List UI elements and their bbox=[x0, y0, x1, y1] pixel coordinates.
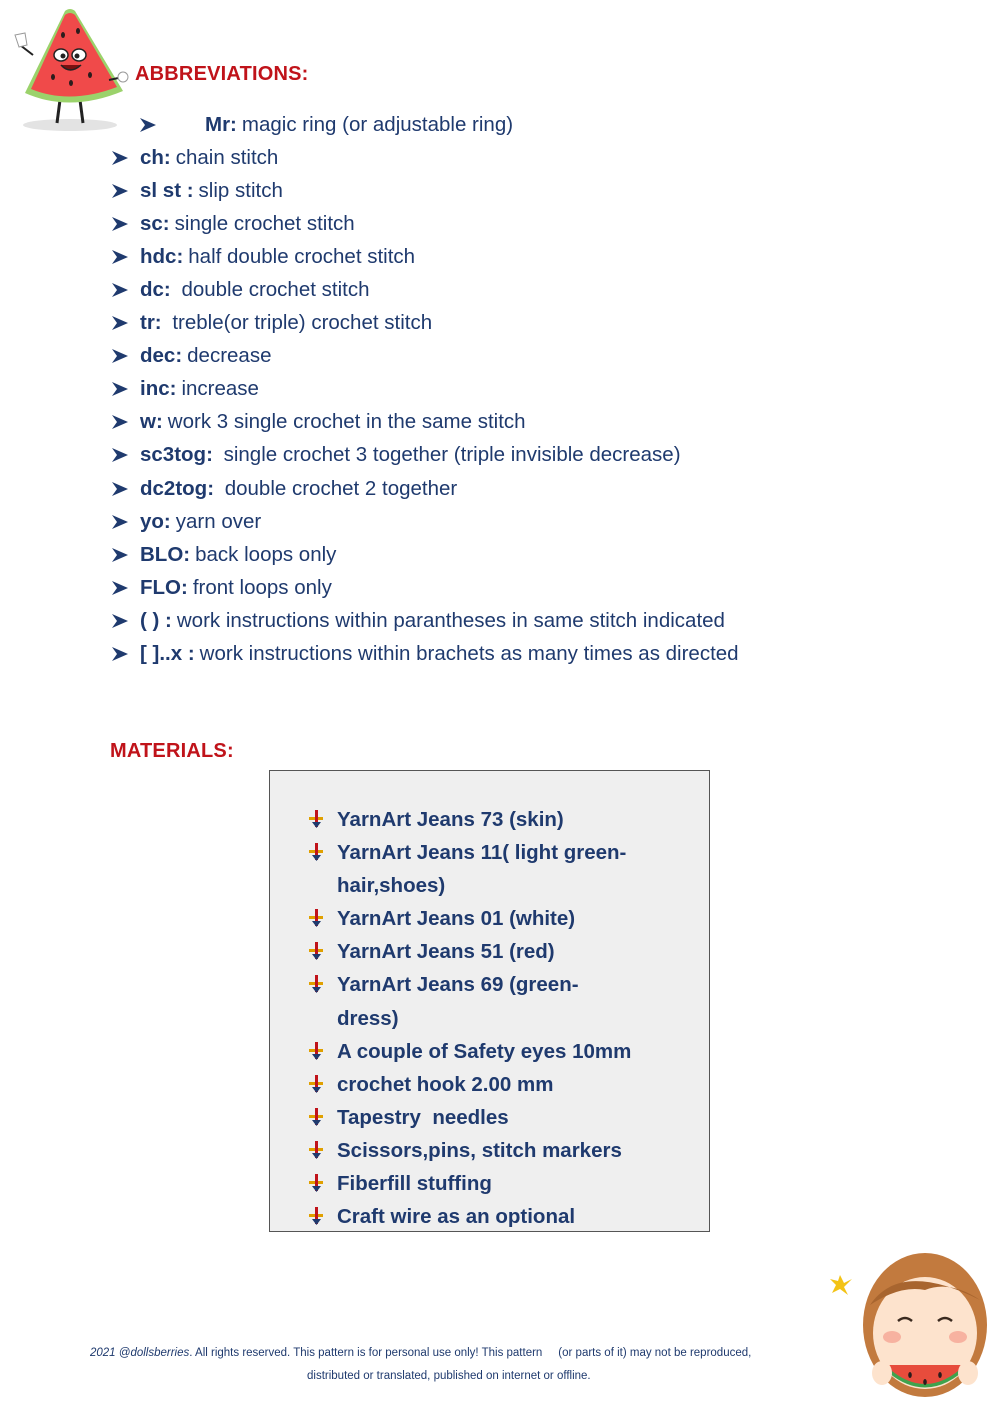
abbr-desc: back loops only bbox=[195, 542, 337, 566]
material-text: crochet hook 2.00 mm bbox=[337, 1072, 554, 1096]
abbr-desc: chain stitch bbox=[175, 145, 279, 169]
arrowhead-icon bbox=[110, 611, 130, 631]
arrowhead-icon bbox=[110, 578, 130, 598]
abbr-desc: work instructions within parantheses in same stitch indicated bbox=[176, 608, 725, 632]
abbr-term: dc: bbox=[140, 278, 171, 302]
arrowhead-icon bbox=[110, 280, 130, 300]
material-text: A couple of Safety eyes 10mm bbox=[337, 1039, 632, 1063]
material-text: Scissors,pins, stitch markers bbox=[337, 1138, 622, 1162]
arrowhead-icon bbox=[110, 445, 130, 465]
arrowhead-icon bbox=[110, 181, 130, 201]
footer-line1: . All rights reserved. This pattern is for personal use only! This pattern (or parts of it) may not be reproduced, bbox=[189, 1347, 752, 1359]
abbr-term: [ ]..x : bbox=[140, 642, 195, 666]
arrowhead-icon bbox=[110, 346, 130, 366]
arrowhead-icon bbox=[110, 148, 130, 168]
materials-list bbox=[306, 803, 637, 1233]
abbr-desc: yarn over bbox=[175, 509, 262, 533]
list-item bbox=[110, 505, 739, 538]
material-text: YarnArt Jeans 11( light green-hair,shoes) bbox=[337, 841, 627, 898]
abbr-term: FLO: bbox=[140, 575, 188, 599]
material-text: YarnArt Jeans 73 (skin) bbox=[337, 808, 564, 831]
abbr-desc: single crochet stitch bbox=[174, 211, 355, 235]
list-item bbox=[110, 240, 739, 273]
plus-arrow-icon bbox=[306, 941, 326, 961]
materials-heading: MATERIALS: bbox=[110, 740, 234, 762]
abbr-term: sl st : bbox=[140, 178, 194, 202]
plus-arrow-icon bbox=[306, 1041, 326, 1061]
abbr-desc: increase bbox=[181, 377, 259, 401]
list-item bbox=[110, 141, 739, 174]
list-item bbox=[110, 373, 739, 406]
material-text: YarnArt Jeans 01 (white) bbox=[337, 907, 576, 931]
abbr-term: ( ) : bbox=[140, 608, 172, 632]
list-item bbox=[110, 604, 739, 637]
plus-arrow-icon bbox=[306, 1206, 326, 1226]
arrowhead-icon bbox=[110, 379, 130, 399]
list-item bbox=[306, 1068, 637, 1101]
footer-brand: 2021 @dollsberries bbox=[90, 1347, 190, 1359]
abbr-term: w: bbox=[140, 410, 163, 434]
plus-arrow-icon bbox=[306, 1140, 326, 1160]
arrowhead-icon bbox=[110, 313, 130, 333]
abbr-term: sc: bbox=[140, 211, 170, 235]
list-item bbox=[306, 1134, 637, 1167]
abbr-desc: double crochet stitch bbox=[175, 278, 370, 302]
abbr-desc: work instructions within brachets as many times as directed bbox=[199, 642, 739, 666]
material-text: YarnArt Jeans 69 (green-dress) bbox=[337, 973, 579, 1030]
abbr-desc: magic ring (or adjustable ring) bbox=[241, 112, 514, 136]
abbr-term: dec: bbox=[140, 344, 183, 368]
abbr-term: inc: bbox=[140, 377, 177, 401]
plus-arrow-icon bbox=[306, 809, 326, 829]
list-item bbox=[110, 571, 739, 604]
list-item bbox=[306, 1167, 637, 1200]
abbr-desc: double crochet 2 together bbox=[219, 476, 458, 500]
footer-line2: distributed or translated, published on internet or offline. bbox=[307, 1370, 591, 1382]
arrowhead-icon bbox=[110, 545, 130, 565]
list-item bbox=[306, 836, 637, 902]
materials-box bbox=[269, 770, 710, 1232]
list-item bbox=[110, 638, 739, 671]
list-item bbox=[306, 935, 637, 968]
abbr-term: yo: bbox=[140, 509, 171, 533]
list-item bbox=[306, 1035, 637, 1068]
plus-arrow-icon bbox=[306, 908, 326, 928]
abbr-desc: single crochet 3 together (triple invisible decrease) bbox=[217, 443, 681, 467]
list-item bbox=[110, 307, 739, 340]
list-item bbox=[110, 174, 739, 207]
abbr-term: ch: bbox=[140, 145, 171, 169]
footer-copyright bbox=[90, 1347, 850, 1359]
list-item bbox=[110, 538, 739, 571]
list-item bbox=[110, 439, 739, 472]
list-item bbox=[306, 902, 637, 935]
list-item bbox=[306, 1101, 637, 1134]
plus-arrow-icon bbox=[306, 842, 326, 862]
list-item bbox=[306, 803, 637, 836]
list-item bbox=[110, 406, 739, 439]
arrowhead-icon bbox=[110, 247, 130, 267]
arrowhead-icon bbox=[110, 214, 130, 234]
arrowhead-icon bbox=[138, 115, 158, 135]
abbr-term: BLO: bbox=[140, 542, 191, 566]
plus-arrow-icon bbox=[306, 974, 326, 994]
list-item bbox=[110, 273, 739, 306]
abbr-term: dc2tog: bbox=[140, 476, 215, 500]
arrowhead-icon bbox=[110, 412, 130, 432]
abbreviations-list bbox=[110, 108, 739, 671]
material-text: YarnArt Jeans 51 (red) bbox=[337, 940, 555, 964]
abbr-desc: half double crochet stitch bbox=[188, 244, 416, 268]
material-text: Fiberfill stuffing bbox=[337, 1172, 492, 1196]
list-item bbox=[110, 207, 739, 240]
arrowhead-icon bbox=[110, 512, 130, 532]
list-item bbox=[110, 340, 739, 373]
plus-arrow-icon bbox=[306, 1173, 326, 1193]
list-item bbox=[306, 1200, 637, 1233]
abbr-term: hdc: bbox=[140, 244, 184, 268]
abbr-term: tr: bbox=[140, 311, 162, 335]
material-text: Craft wire as an optional bbox=[337, 1205, 576, 1229]
plus-arrow-icon bbox=[306, 1107, 326, 1127]
plus-arrow-icon bbox=[306, 1074, 326, 1094]
abbreviations-heading: ABBREVIATIONS: bbox=[135, 63, 309, 85]
abbr-desc: work 3 single crochet in the same stitch bbox=[167, 410, 526, 434]
abbr-desc: front loops only bbox=[192, 575, 332, 599]
list-item bbox=[110, 108, 739, 141]
abbr-desc: slip stitch bbox=[198, 178, 283, 202]
material-text: Tapestry needles bbox=[337, 1105, 509, 1129]
arrowhead-icon bbox=[110, 479, 130, 499]
abbr-term: Mr: bbox=[205, 112, 237, 136]
list-item bbox=[306, 968, 637, 1034]
abbr-desc: treble(or triple) crochet stitch bbox=[166, 311, 433, 335]
list-item bbox=[110, 472, 739, 505]
abbr-desc: decrease bbox=[187, 344, 272, 368]
girl-with-watermelon-icon bbox=[830, 1245, 995, 1413]
abbr-term: sc3tog: bbox=[140, 443, 213, 467]
arrowhead-icon bbox=[110, 644, 130, 664]
